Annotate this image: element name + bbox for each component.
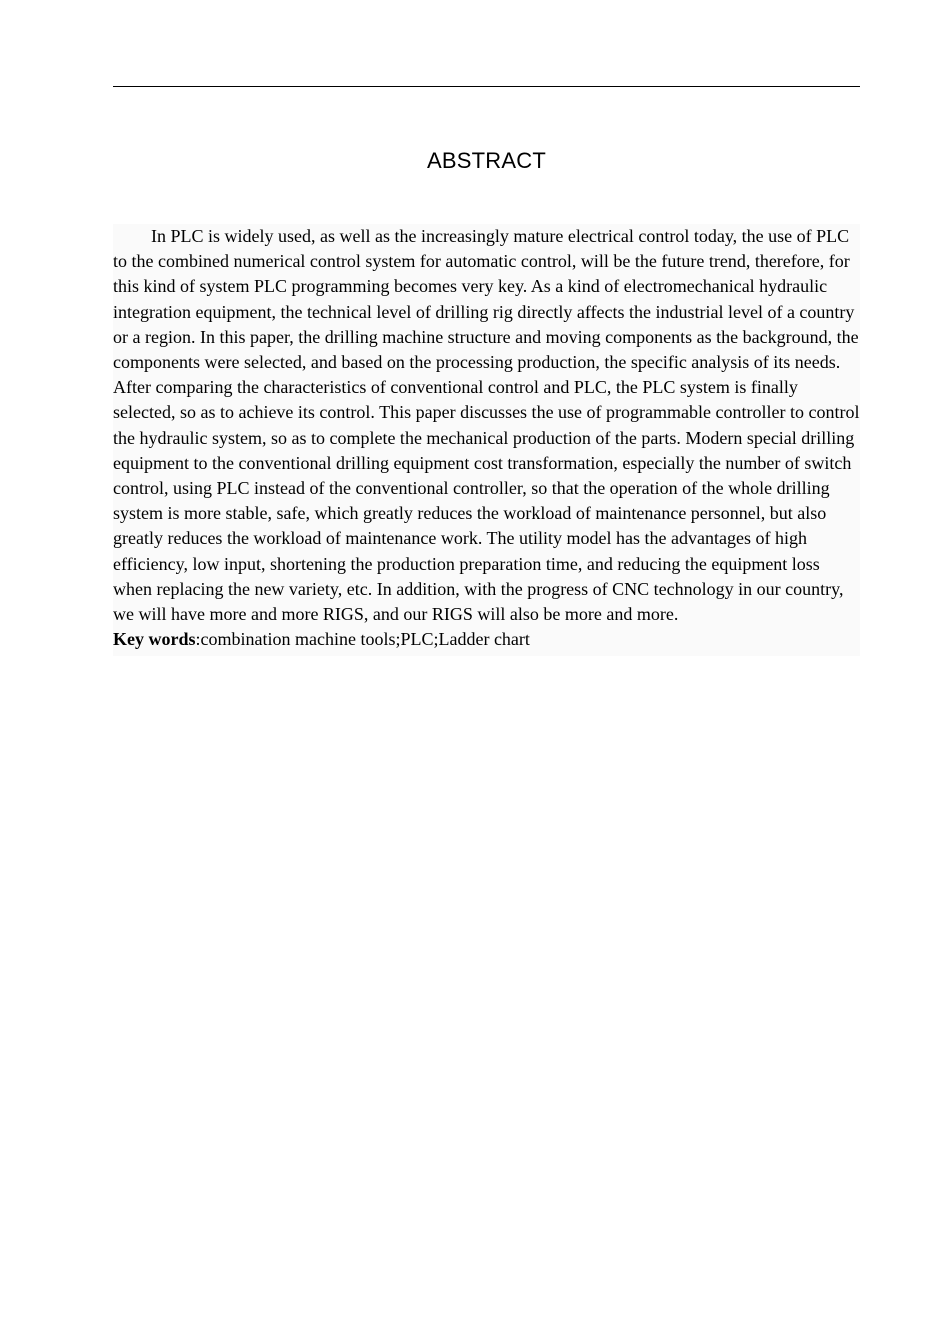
header-rule [113, 86, 860, 87]
keywords-label: Key words [113, 629, 196, 650]
abstract-body: In PLC is widely used, as well as the increasingly mature electrical control today, the use of PLC to the combined numerical control system for automatic control, will be the future trend, therefore, for this kind of system PLC programming becomes very key. As a kind of electromechanical hydraulic integration equipment, the technical level of drilling rig directly affects the industrial level of a country or a region. In this paper, the drilling machine structure and moving components as the background, the components were selected, and based on the processing production, the specific analysis of its needs. After comparing the characteristics of conventional control and PLC, the PLC system is finally selected, so as to achieve its control. This paper discusses the use of programmable controller to control the hydraulic system, so as to complete the mechanical production of the parts. Modern special drilling equipment to the conventional drilling equipment cost transformation, especially the number of switch control, using PLC instead of the conventional controller, so that the operation of the whole drilling system is more stable, safe, which greatly reduces the workload of maintenance personnel, but also greatly reduces the workload of maintenance work. The utility model has the advantages of high efficiency, low input, shortening the production preparation time, and reducing the equipment loss when replacing the new variety, etc. In addition, with the progress of CNC technology in our country, we will have more and more RIGS, and our RIGS will also be more and more. [113, 226, 860, 625]
keywords-text: :combination machine tools;PLC;Ladder chart [195, 629, 530, 650]
abstract-section [113, 224, 860, 656]
keywords-line [113, 627, 860, 652]
abstract-title: ABSTRACT [427, 148, 546, 173]
